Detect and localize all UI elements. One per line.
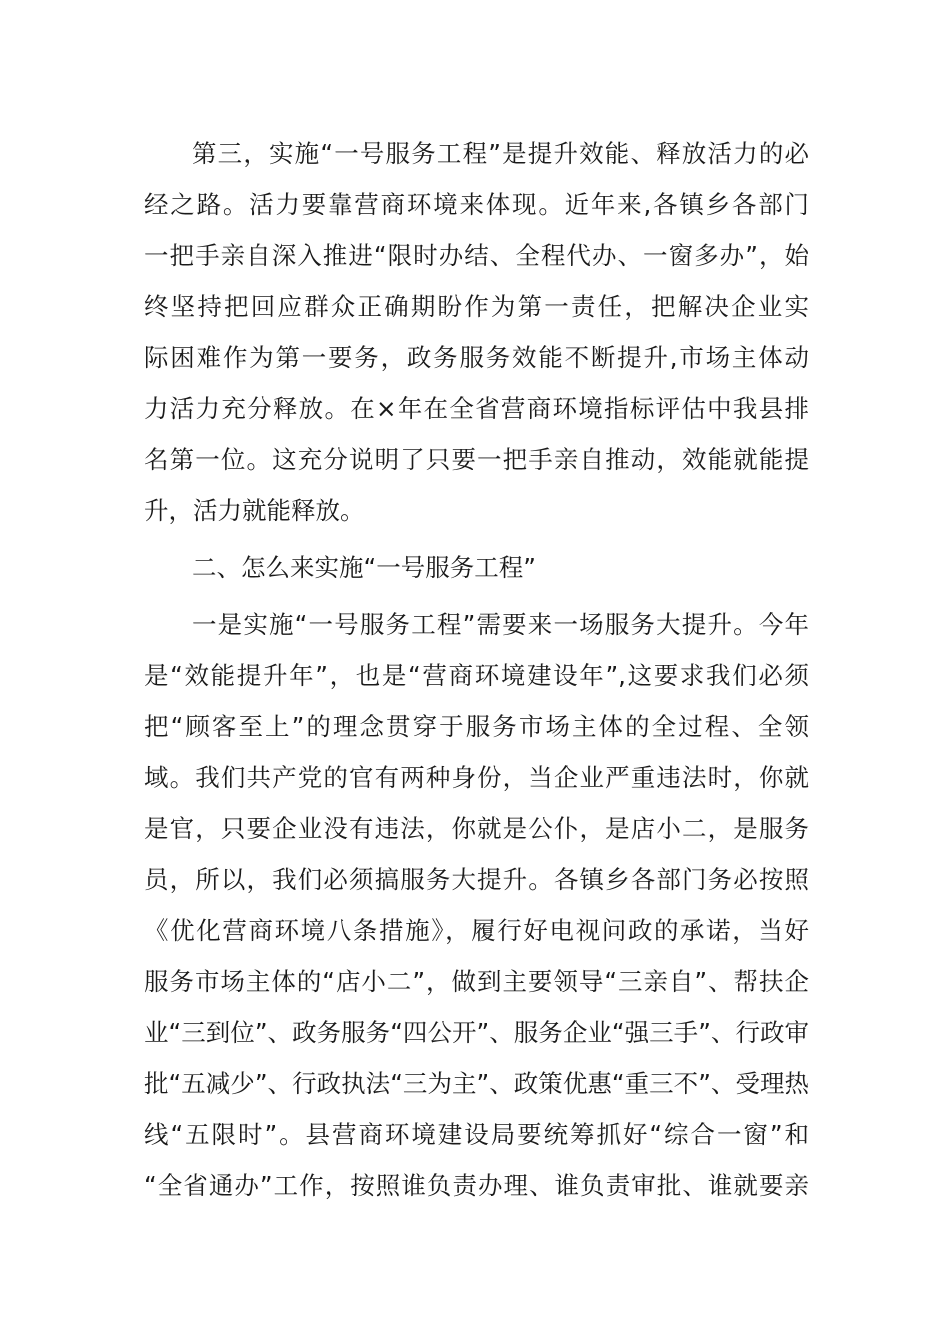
text-line: 服务市场主体的“店小二”，做到主要领导“三亲自”、帮扶企 (144, 967, 809, 996)
text-line: 一把手亲自深入推进“限时办结、全程代办、一窗多办”，始 (144, 241, 809, 270)
text-line: “全省通办”工作，按照谁负责办理、谁负责审批、谁就要亲 (144, 1171, 809, 1200)
text-line: 一是实施“一号服务工程”需要来一场服务大提升。今年 (192, 610, 809, 639)
text-line: 域。我们共产党的官有两种身份，当企业严重违法时，你就 (144, 763, 809, 792)
text-line: 终坚持把回应群众正确期盼作为第一责任，把解决企业实 (144, 292, 809, 321)
text-line: 名第一位。这充分说明了只要一把手亲自推动，效能就能提 (144, 445, 809, 474)
text-line: 升，活力就能释放。 (144, 496, 365, 525)
document-body (144, 128, 809, 1211)
paragraph-first-point (144, 599, 809, 1211)
text-line: 经之路。活力要靠营商环境来体现。近年来,各镇乡各部门 (144, 190, 809, 219)
text-line: 是“效能提升年”，也是“营商环境建设年”,这要求我们必须 (144, 661, 809, 690)
text-line: 线“五限时”。县营商环境建设局要统筹抓好“综合一窗”和 (144, 1120, 809, 1149)
text-line: 际困难作为第一要务，政务服务效能不断提升,市场主体动 (144, 343, 809, 372)
paragraph-third-point (144, 128, 809, 536)
text-line: 把“顾客至上”的理念贯穿于服务市场主体的全过程、全领 (144, 712, 809, 741)
text-line: 力活力充分释放。在×年在全省营商环境指标评估中我县排 (144, 394, 809, 423)
text-line: 第三，实施“一号服务工程”是提升效能、释放活力的必 (192, 139, 809, 168)
text-line: 《优化营商环境八条措施》，履行好电视问政的承诺，当好 (144, 916, 809, 945)
text-line: 业“三到位”、政务服务“四公开”、服务企业“强三手”、行政审 (144, 1018, 809, 1047)
text-line: 员，所以，我们必须搞服务大提升。各镇乡各部门务必按照 (144, 865, 809, 894)
text-line: 批“五减少”、行政执法“三为主”、政策优惠“重三不”、受理热 (144, 1069, 809, 1098)
text-line: 是官，只要企业没有违法，你就是公仆，是店小二，是服务 (144, 814, 809, 843)
section-heading-text: 二、怎么来实施“一号服务工程” (192, 553, 536, 582)
section-heading (144, 542, 809, 593)
